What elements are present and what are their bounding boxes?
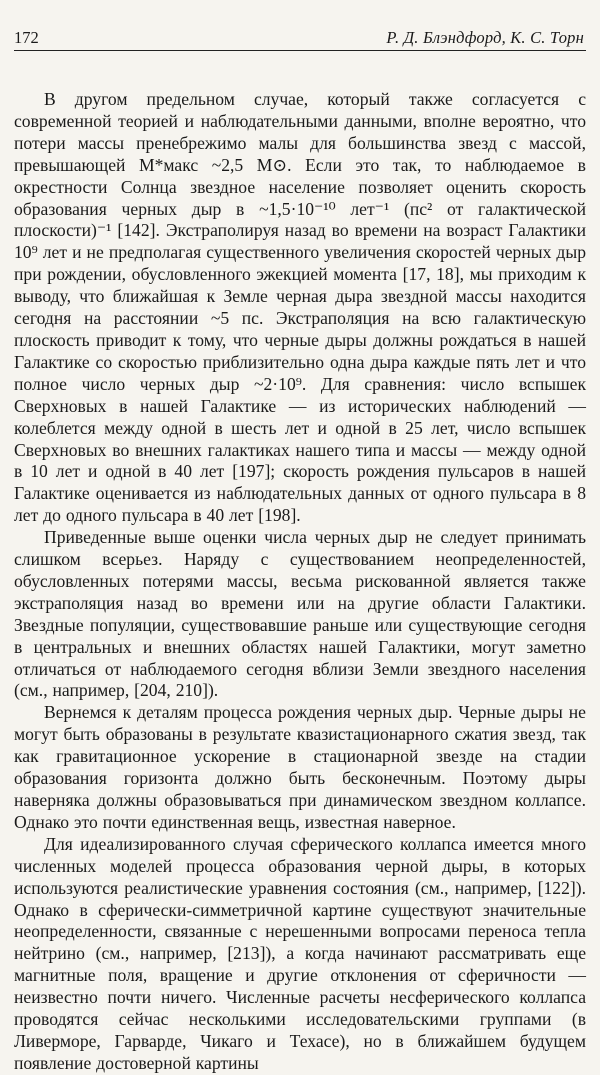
paragraph: Вернемся к деталям процесса рождения черных дыр. Черные дыры не могут быть образованы в результате квазистационарного сжатия звезд, так как гравитационное ускорение в стационарной звезде на стадии образования горизонта должно быть бесконечным. Поэтому дыры наверняка должны образовываться при динамическом звездном коллапсе. Однако это почти единственная вещь, известная наверное. (14, 702, 586, 832)
body-text (14, 89, 586, 1075)
paragraph: Для идеализированного случая сферического коллапса имеется много численных моделей процесса образования черной дыры, в которых используются реалистические уравнения состояния (см., например, [122]). Однако в сферически-симметричной картине существуют значительные неопределенности, связанные с нерешенными вопросами переноса тепла нейтрино (см., например, [213]), а когда начинают рассматривать еще магнитные поля, вращение и другие отклонения от сферичности — неизвестно почти ничего. Численные расчеты несферического коллапса проводятся сейчас несколькими исследовательскими группами (в Ливерморе, Гарварде, Чикаго и Техасе), но в ближайшем будущем появление достоверной картины (14, 833, 586, 1073)
paragraph: В другом предельном случае, который также согласуется с современной теорией и наблюдательными данными, вполне вероятно, что потери массы пренебрежимо малы для большинства звезд с массой, превышающей M*макс ~2,5 M⊙. Если это так, то наблюдаемое в окрестности Солнца звездное население позволяет оценить скорость образования черных дыр в ~1,5·10⁻¹⁰ лет⁻¹ (пс² от галактической плоскости)⁻¹ [142]. Экстраполируя назад во времени на возраст Галактики 10⁹ лет и не предполагая существенного увеличения скоростей черных дыр при рождении, обусловленного эжекцией момента [17, 18], мы приходим к выводу, что ближайшая к Земле черная дыра звездной массы находится сегодня на расстоянии ~5 пс. Экстраполяция на всю галактическую плоскость приводит к тому, что черные дыры должны рождаться в нашей Галактике со скоростью приблизительно одна дыра каждые пять лет и что полное число черных дыр ~2·10⁹. Для сравнения: число вспышек Сверхновых в нашей Галактике — из исторических наблюдений — колеблется между одной в шесть лет и одной в 25 лет, число вспышек Сверхновых во внешних галактиках нашего типа и массы — между одной в 10 лет и одной в 40 лет [197]; скорость рождения пульсаров в нашей Галактике оценивается из наблюдательных данных от одного пульсара в 8 лет до одного пульсара в 40 лет [198]. (14, 89, 586, 526)
page-header (14, 26, 586, 51)
paragraph: Приведенные выше оценки числа черных дыр не следует принимать слишком всерьез. Наряду с существованием неопределенностей, обусловленных потерями массы, весьма рискованной является также экстраполяция назад во времени или на другие области Галактики. Звездные популяции, существовавшие раньше или существующие сегодня в центральных и внешних областях нашей Галактики, могут заметно отличаться от наблюдаемого сегодня вблизи Земли звездного населения (см., например, [204, 210]). (14, 527, 586, 701)
running-head-authors: Р. Д. Блэндфорд, К. С. Торн (386, 28, 584, 47)
page-number: 172 (14, 28, 39, 47)
